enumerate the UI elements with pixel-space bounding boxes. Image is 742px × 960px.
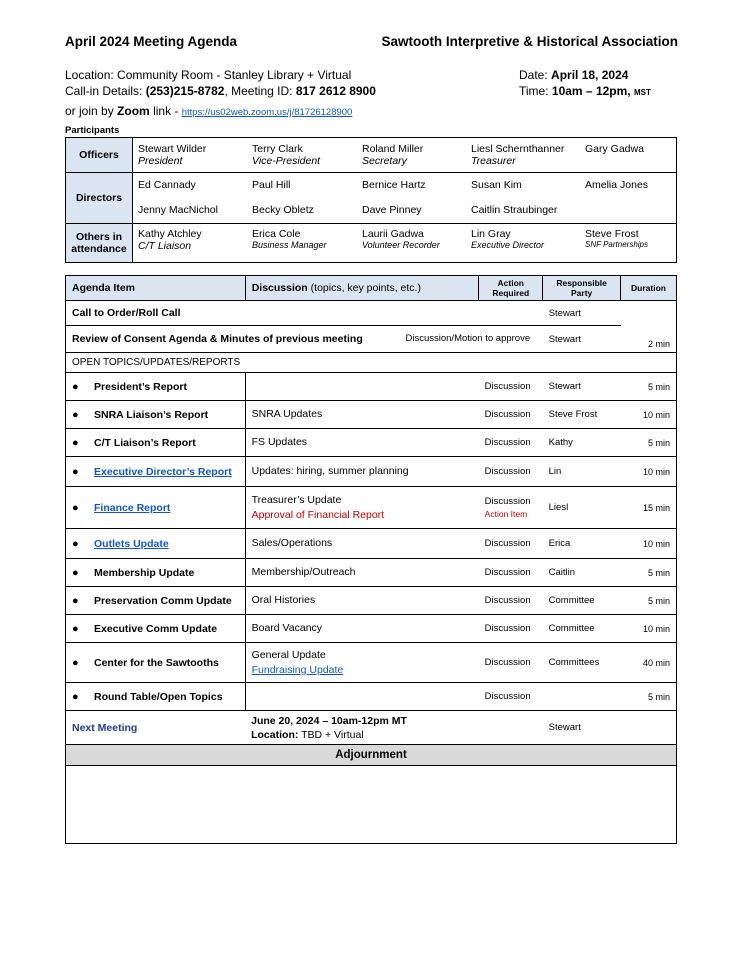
bullet-icon: ● [72,436,79,449]
action-required: Discussion Action Item [479,487,543,529]
agenda-topic: FS Updates [245,429,479,457]
agenda-topic: Updates: hiring, summer planning [245,457,479,487]
responsible-party: Committees [543,643,621,683]
agenda-row [66,587,677,615]
responsible-party: Committee [543,587,621,615]
agenda-item-label: SNRA Liaison’s Report [94,408,209,421]
responsible-party: Kathy [543,429,621,457]
next-meeting-row: Next Meeting June 20, 2024 – 10am-12pm MT Location: TBD + Virtual Stewart [66,711,677,745]
header-agenda-item: Agenda Item [66,276,246,301]
directors-label: Directors [66,173,133,224]
adjournment-row [66,745,677,766]
director: Jenny MacNichol [138,204,218,216]
responsible-party: Lin [543,457,621,487]
director: Paul Hill [252,179,291,191]
agenda-item-label[interactable]: Finance Report [94,501,171,514]
agenda-item-label[interactable]: Executive Director’s Report [94,465,232,478]
agenda-topic [245,683,479,711]
responsible-party [543,683,621,711]
action-required: Discussion [479,643,543,683]
bullet-icon: ● [72,622,79,635]
duration: 5 min [621,373,677,401]
action-required: Discussion [479,401,543,429]
header-discussion: Discussion (topics, key points, etc.) [245,276,479,301]
duration: 15 min [621,487,677,529]
officers-label: Officers [66,138,133,173]
agenda-row [66,529,677,559]
meeting-id: 817 2612 8900 [295,84,376,98]
attendee-3: Laurii Gadwa Volunteer Recorder [362,228,440,250]
director: Ed Cannady [138,179,196,191]
organization-name: Sawtooth Interpretive & Historical Association [381,34,678,49]
action-required: Discussion [479,587,543,615]
call-to-order-row: Call to Order/Roll Call Stewart 2 min [66,301,677,326]
meeting-time: 10am – 12pm, [551,84,631,98]
agenda-items-table [65,372,677,844]
bullet-icon: ● [72,537,79,550]
duration: 10 min [621,401,677,429]
agenda-topic: SNRA Updates [245,401,479,429]
action-required: Discussion [479,457,543,487]
agenda-item-label: Membership Update [94,566,195,579]
header-duration: Duration [621,276,677,301]
time-line: Time: 10am – 12pm, MST [519,84,651,98]
agenda-row [66,457,677,487]
agenda-topic [245,373,479,401]
responsible-party: Committee [543,615,621,643]
bullet-icon: ● [72,380,79,393]
notes-area [66,766,677,844]
agenda-topic: Membership/Outreach [245,559,479,587]
agenda-topic: Board Vacancy [245,615,479,643]
officer-4: Liesl Schernthanner Treasurer [471,143,565,167]
director: Susan Kim [471,179,522,191]
agenda-item-label[interactable]: Outlets Update [94,537,169,550]
director: Amelia Jones [585,179,649,191]
agenda-row [66,429,677,457]
agenda-row [66,683,677,711]
agenda-topic: Oral Histories [245,587,479,615]
director: Bernice Hartz [362,179,426,191]
document-title: April 2024 Meeting Agenda [65,34,238,49]
officer-3: Roland Miller Secretary [362,143,424,167]
officer-1: Stewart Wilder President [138,143,207,167]
participants-label: Participants [65,125,120,136]
header-party: Responsible Party [543,276,621,301]
duration: 10 min [621,457,677,487]
agenda-topic: General Update Fundraising Update [245,643,479,683]
attendee-2: Erica Cole Business Manager [252,228,327,250]
responsible-party: Caitlin [543,559,621,587]
others-label: Others in attendance [66,224,133,263]
bullet-icon: ● [72,656,79,669]
duration: 10 min [621,529,677,559]
agenda-item-label: Executive Comm Update [94,622,218,635]
zoom-link[interactable]: https://us02web.zoom.us/j/81726128900 [181,107,353,118]
director: Becky Obletz [252,204,314,216]
agenda-item-label: President’s Report [94,380,187,393]
director: Dave Pinney [362,204,422,216]
agenda-header-row [66,276,677,301]
adjournment-label: Adjournment [66,745,677,766]
next-meeting-label: Next Meeting [66,711,246,745]
agenda-row [66,615,677,643]
agenda-item-label: Round Table/Open Topics [94,690,223,703]
duration: 10 min [621,615,677,643]
bullet-icon: ● [72,690,79,703]
duration: 5 min [621,429,677,457]
agenda-row [66,401,677,429]
agenda-row [66,373,677,401]
attendee-4: Lin Gray Executive Director [471,228,545,250]
callin-line: Call-in Details: (253)215-8782, Meeting ID: 817 2612 8900 [65,84,376,98]
phone-number: (253)215-8782 [145,84,225,98]
action-required: Discussion [479,429,543,457]
fundraising-link[interactable]: Fundraising Update [251,663,344,676]
consent-row: Review of Consent Agenda & Minutes of previous meeting Discussion/Motion to approve Stewart [66,326,677,353]
location-line: Location: Community Room - Stanley Library + Virtual [65,68,352,82]
participants-table [65,137,677,263]
bullet-icon: ● [72,594,79,607]
agenda-row [66,643,677,683]
responsible-party: Steve Frost [543,401,621,429]
director: Caitlin Straubinger [471,204,558,216]
bullet-icon: ● [72,566,79,579]
agenda-topic: Treasurer’s Update Approval of Financial Report [245,487,479,529]
duration: 5 min [621,683,677,711]
agenda-item-label: Preservation Comm Update [94,594,232,607]
agenda-item-label: Center for the Sawtooths [94,656,219,669]
date-line: Date: April 18, 2024 [519,68,629,82]
responsible-party: Liesl [543,487,621,529]
bullet-icon: ● [72,408,79,421]
duration: 5 min [621,587,677,615]
responsible-party: Stewart [543,373,621,401]
next-meeting-details: June 20, 2024 – 10am-12pm MT Location: TBD + Virtual [245,711,479,745]
zoom-line: or join by Zoom link - https://us02web.zoom.us/j/81726128900 [65,104,353,118]
attendee-1: Kathy Atchley C/T Liaison [138,228,202,252]
action-required: Discussion [479,529,543,559]
agenda-row [66,559,677,587]
officer-5: Gary Gadwa [585,143,644,155]
action-required: Discussion [479,683,543,711]
responsible-party: Erica [543,529,621,559]
header-action: Action Required [479,276,543,301]
location-value: Community Room - Stanley Library + Virtual [117,68,352,82]
agenda-row [66,487,677,529]
bullet-icon: ● [72,465,79,478]
open-topics-row: OPEN TOPICS/UPDATES/REPORTS [66,353,677,373]
officer-2: Terry Clark Vice-President [252,143,321,167]
action-required: Discussion [479,559,543,587]
bullet-icon: ● [72,501,79,514]
action-required: Discussion [479,373,543,401]
duration: 5 min [621,559,677,587]
attendee-5: Steve Frost SNF Partnerships [585,228,648,249]
agenda-item-label: C/T Liaison’s Report [94,436,196,449]
agenda-topic: Sales/Operations [245,529,479,559]
meeting-date: April 18, 2024 [551,68,629,82]
action-required: Discussion [479,615,543,643]
duration: 40 min [621,643,677,683]
agenda-table [65,275,677,373]
